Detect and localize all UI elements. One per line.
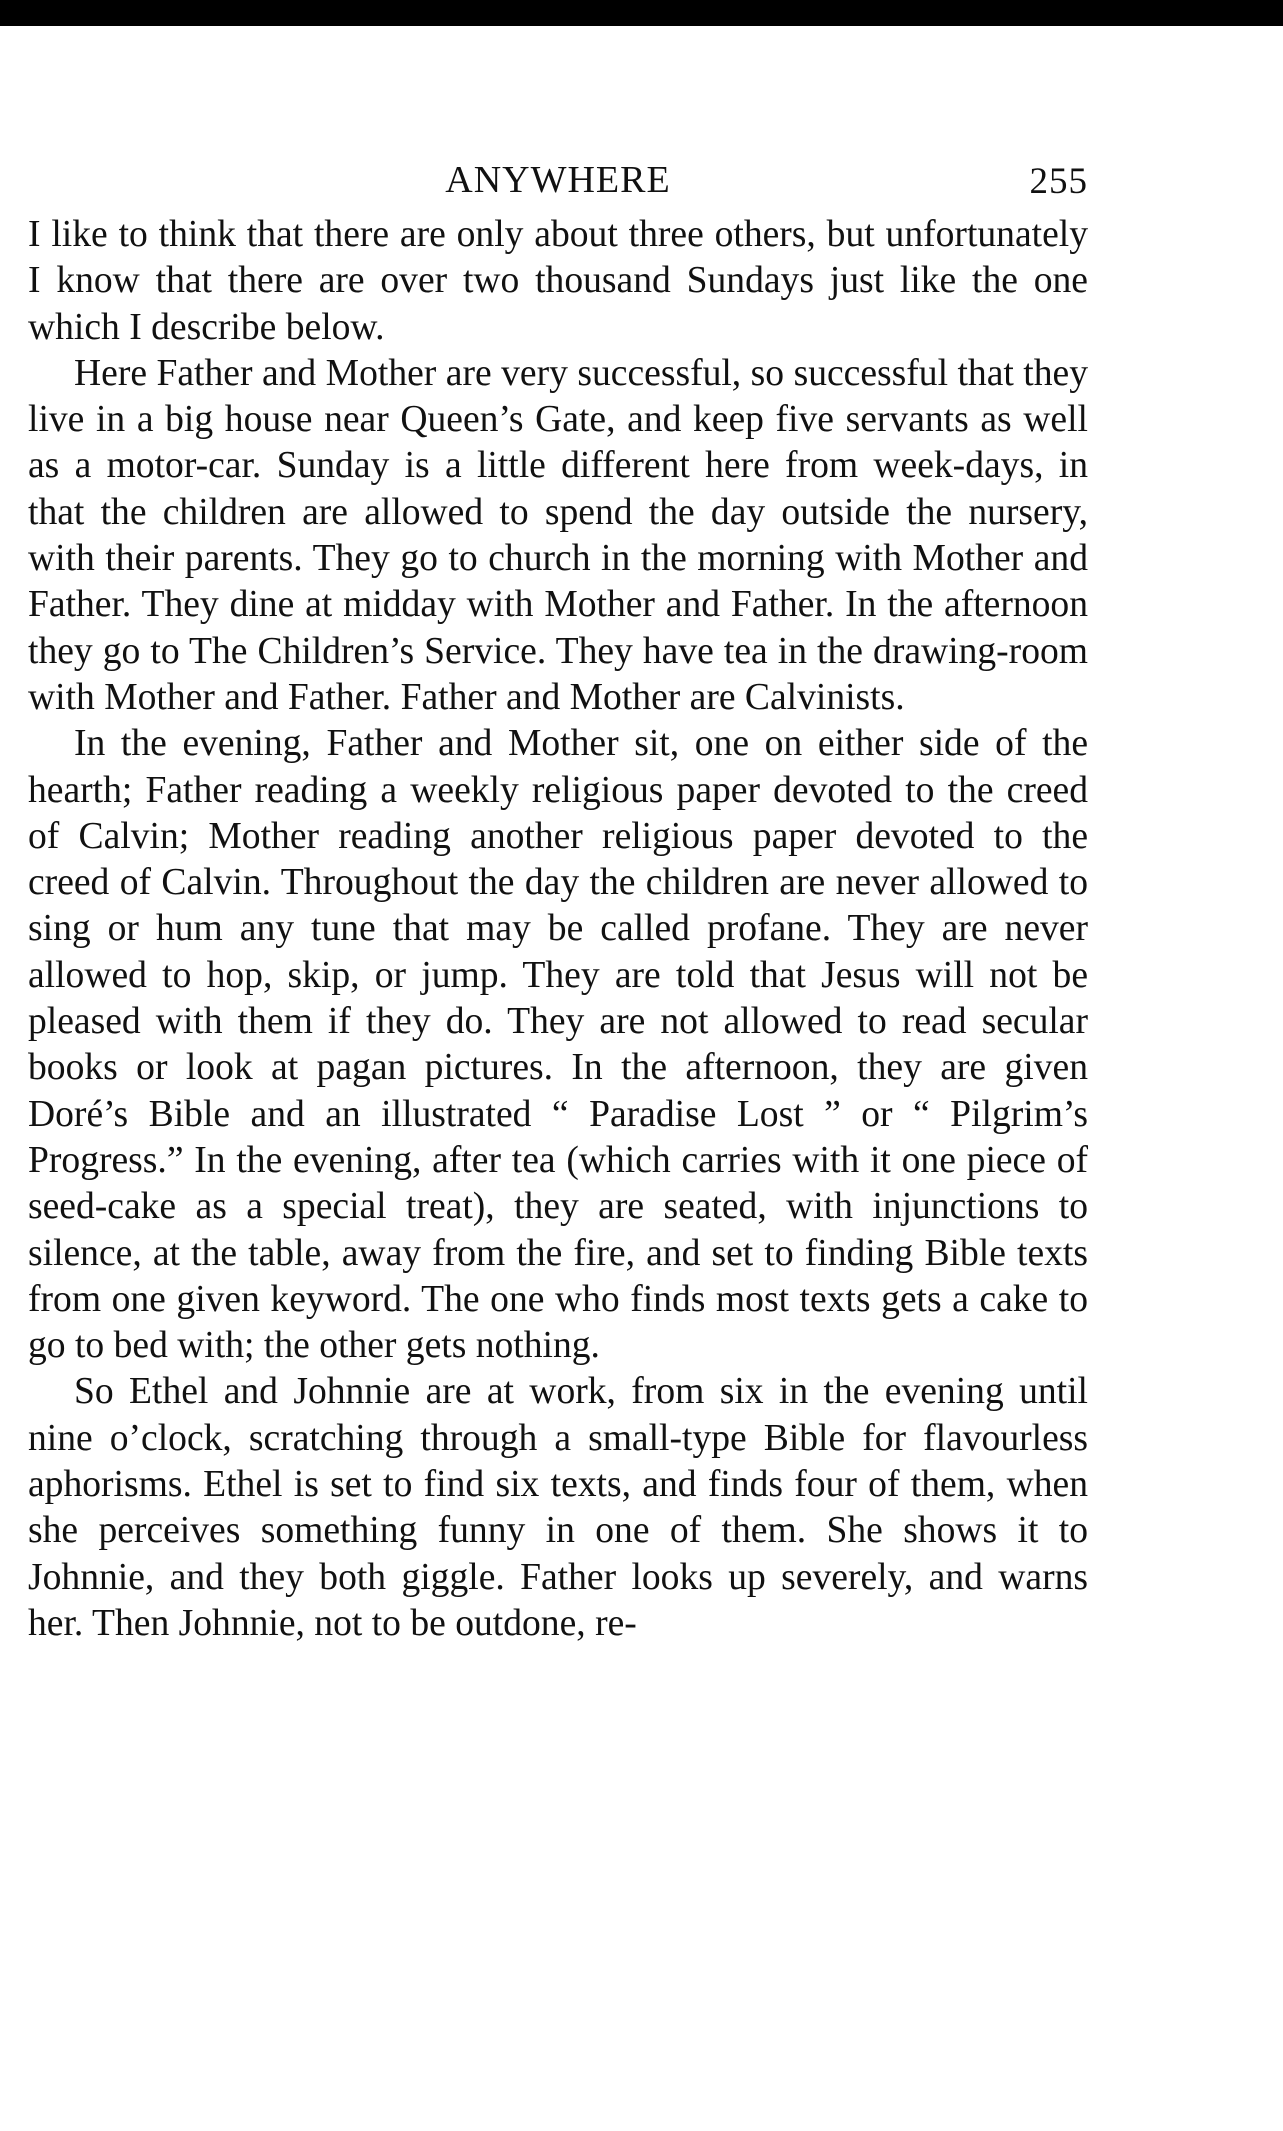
book-page — [28, 150, 1088, 1647]
page-number: 255 — [1029, 161, 1088, 202]
paragraph-evening: In the evening, Father and Mother sit, one on either side of the hearth; Father reading a weekly religious paper devoted to the creed of Calvin; Mother reading another religious paper devoted to the creed of Calvin. Throughout the day the children are never allowed to sing or hum any tune that may be called profane. They are never allowed to hop, skip, or jump. They are told that Jesus will not be pleased with them if they do. They are not allowed to read secular books or look at pagan pictures. In the afternoon, they are given Doré’s Bible and an illustrated “ Paradise Lost ” or “ Pilgrim’s Progress.” In the evening, after tea (which carries with it one piece of seed-cake as a special treat), they are seated, with injunctions to silence, at the table, away from the fire, and set to finding Bible texts from one given keyword. The one who finds most texts gets a cake to go to bed with; the other gets nothing. — [28, 723, 1088, 1367]
running-head — [28, 150, 1088, 210]
paragraph-ethel-johnnie: So Ethel and Johnnie are at work, from six in the evening until nine o’clock, scratching through a small-type Bible for flavourless aphorisms. Ethel is set to find six texts, and finds four of them, when she perceives something funny in one of them. She shows it to Johnnie, and they both giggle. Father looks up severely, and warns her. Then Johnnie, not to be outdone, re- — [28, 1371, 1088, 1644]
scan-top-border — [0, 0, 1283, 26]
running-title: ANYWHERE — [445, 159, 671, 201]
body-text — [28, 212, 1088, 1647]
paragraph-continuation: I like to think that there are only about three others, but unfortunately I know that there are over two thousand Sundays just like the one which I describe below. — [28, 214, 1088, 348]
paragraph-sunday-routine: Here Father and Mother are very successful, so successful that they live in a big house near Queen’s Gate, and keep five servants as well as a motor-car. Sunday is a little different here from week-days, in that the children are allowed to spend the day outside the nursery, with their parents. They go to church in the morning with Mother and Father. They dine at midday with Mother and Father. In the afternoon they go to The Children’s Service. They have tea in the drawing-room with Mother and Father. Father and Mother are Calvinists. — [28, 352, 1088, 718]
